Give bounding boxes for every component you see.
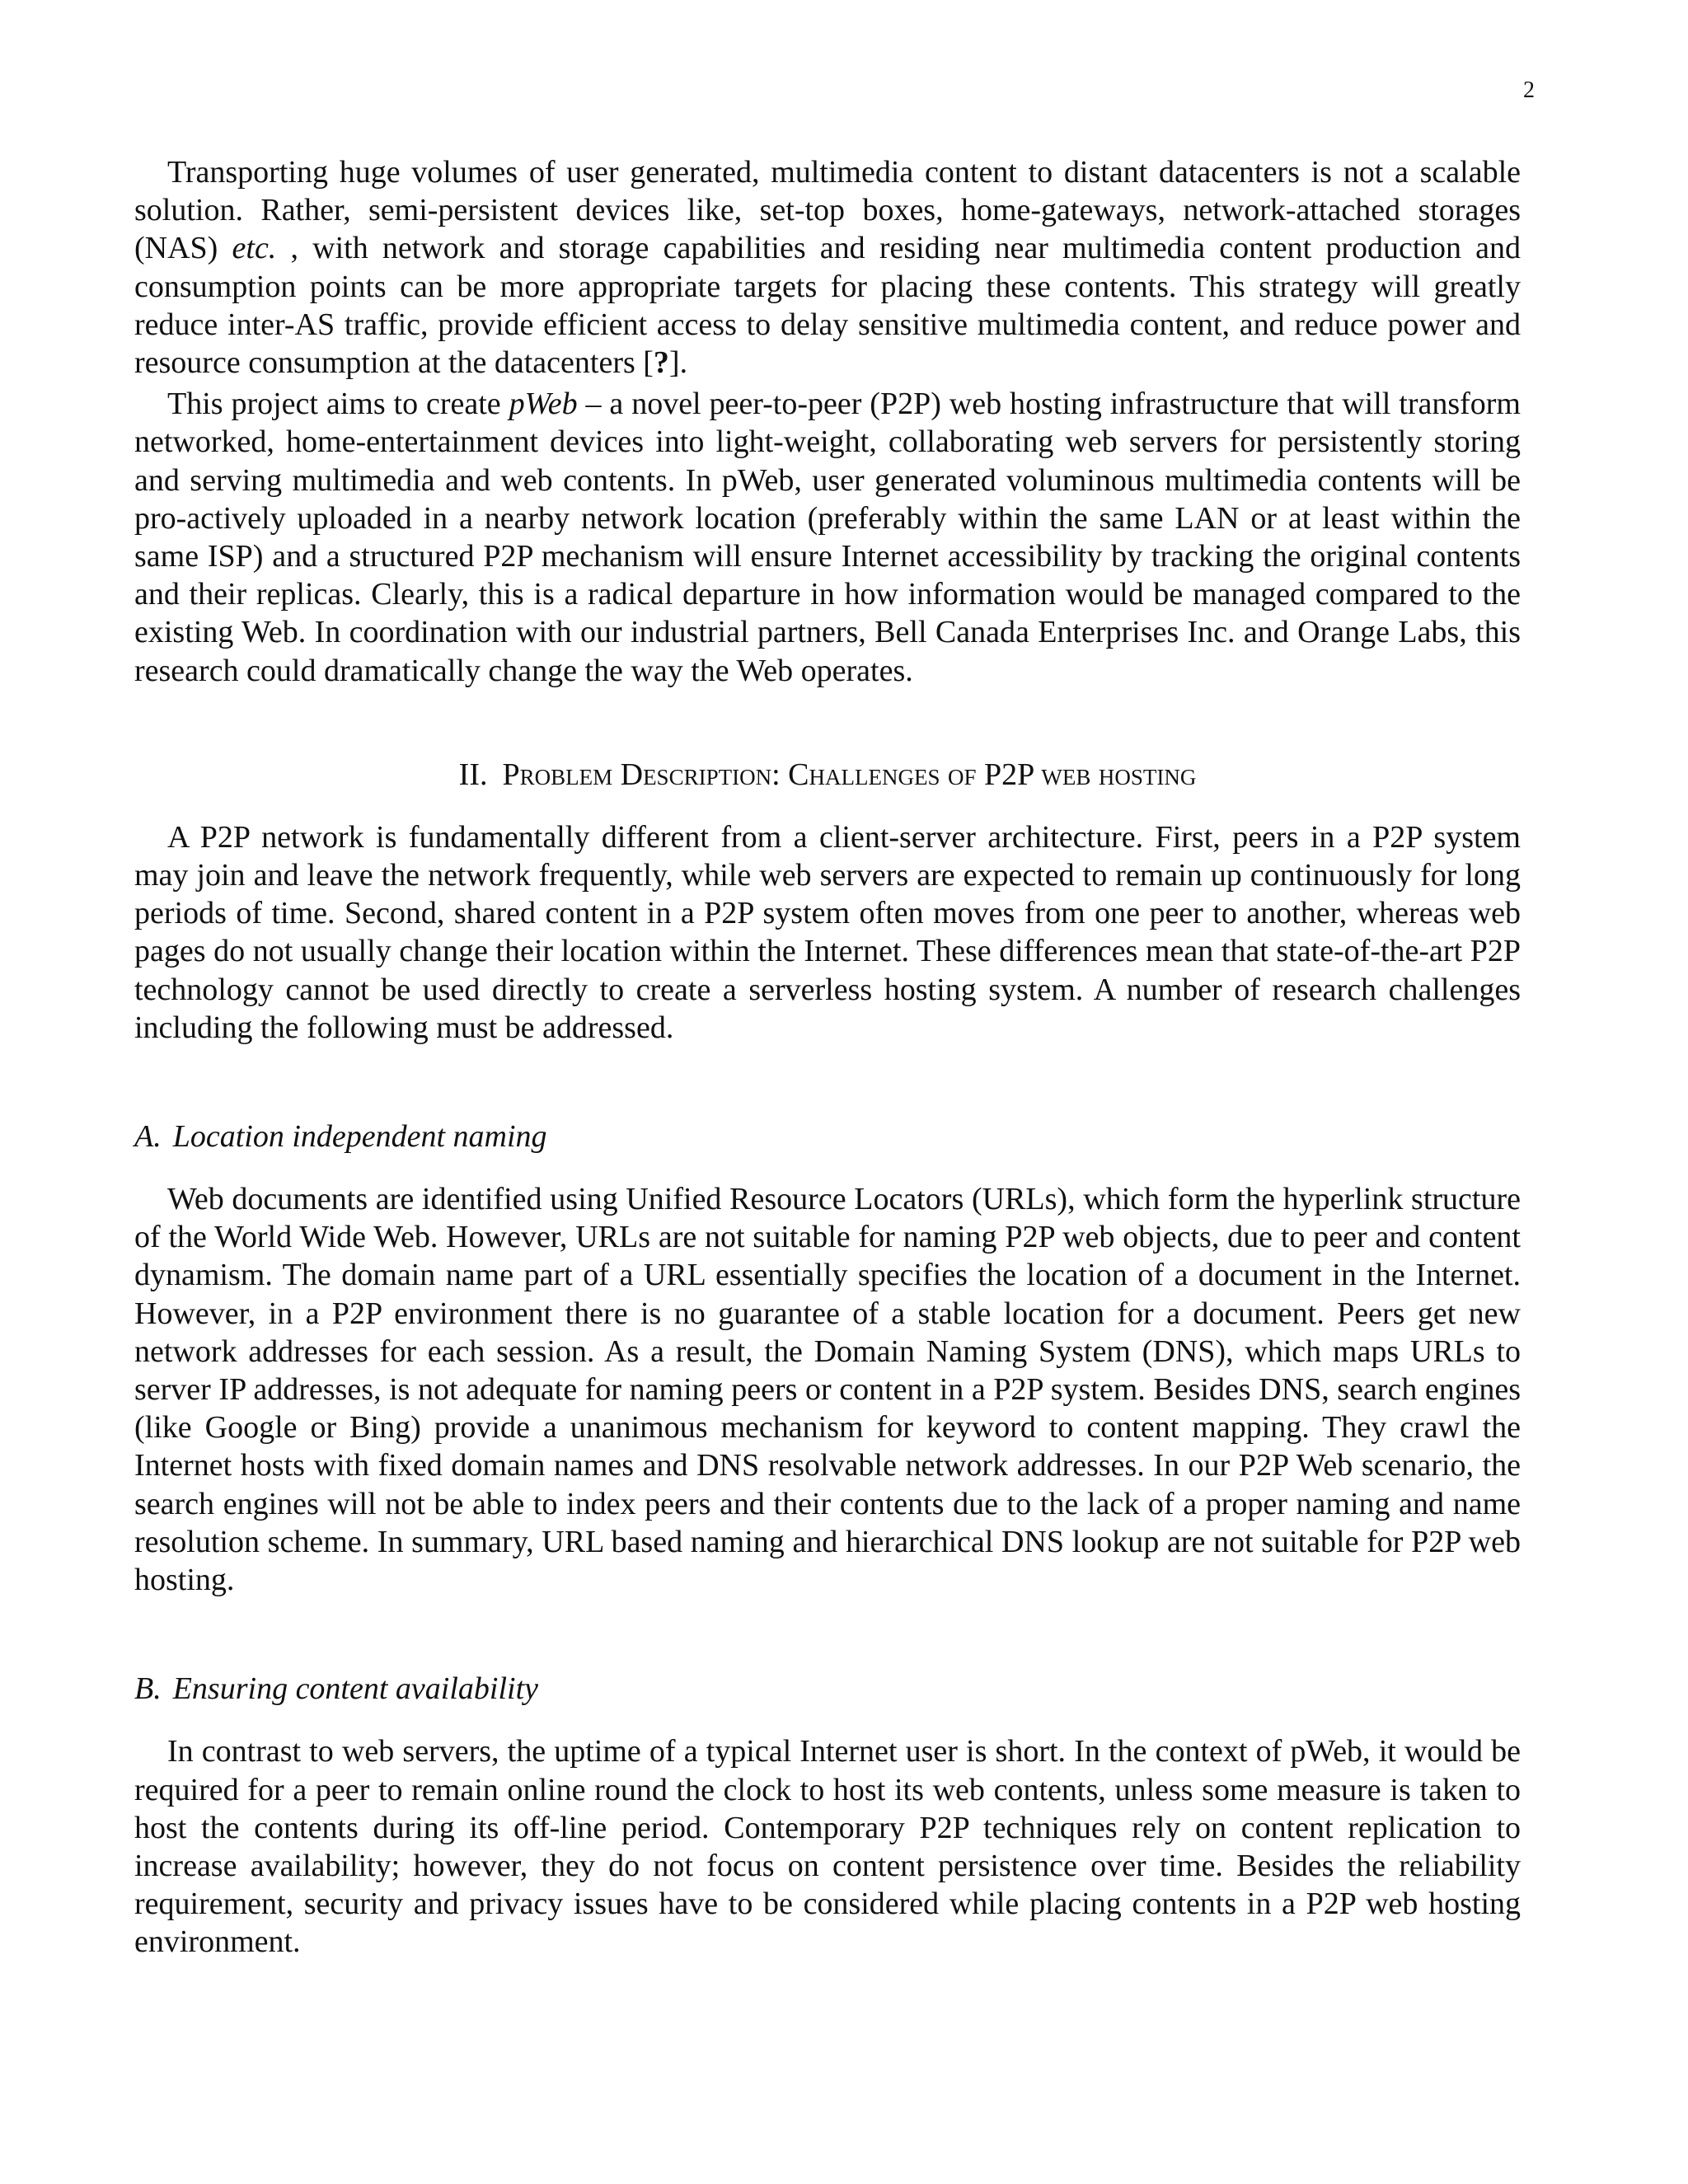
section-2-paragraph: A P2P network is fundamentally different from a client-server architecture. First, peers in a P2P system may join and leave the network frequently, while web servers are expected to remain up continuously for long periods of time. Second, shared content in a P2P system often moves from one peer to another, whereas web pages do not usually change their location within the Internet. These differences mean that state-of-the-art P2P technology cannot be used directly to create a serverless hosting system. A number of research challenges including the following must be addressed. [134, 819, 1521, 1045]
intro-p2-text-b: – a novel peer-to-peer (P2P) web hosting infrastructure that will transform networked, home-entertainment devices into light-weight, collaborating web servers for persistently storing and serving multimedia and web contents. In pWeb, user generated voluminous multimedia contents will be pro-actively uploaded in a nearby network location (preferably within the same LAN or at least within the same ISP) and a structured P2P mechanism will ensure Internet accessibility by tracking the original contents and their replicas. Clearly, this is a radical departure in how information would be managed compared to the existing Web. In coordination with our industrial partners, Bell Canada Enterprises Inc. and Orange Labs, this research could dramatically change the way the Web operates. [134, 387, 1521, 688]
subsection-a-heading [134, 1118, 1521, 1155]
intro-paragraph-2 [134, 385, 1521, 690]
page-body [134, 153, 1521, 1961]
intro-p1-text-a: Transporting huge volumes of user generated, multimedia content to distant datacenters is not a scalable solution. Rather, semi-persistent devices like, set-top boxes, home-gateways, network-attached storages (NAS) [134, 155, 1521, 266]
citation-ref[interactable]: ? [653, 345, 669, 381]
subsection-b-paragraph: In contrast to web servers, the uptime of a typical Internet user is short. In the context of pWeb, it would be required for a peer to remain online round the clock to host its web contents, unless some measure is taken to host the contents during its off-line period. Contemporary P2P techniques rely on content replication to increase availability; however, they do not focus on content persistence over time. Besides the reliability requirement, security and privacy issues have to be considered while placing contents in a P2P web hosting environment. [134, 1734, 1521, 1960]
subsection-a-paragraph: Web documents are identified using Unified Resource Locators (URLs), which form the hyperlink structure of the World Wide Web. However, URLs are not suitable for naming P2P web objects, due to peer and content dynamism. The domain name part of a URL essentially specifies the location of a document in the Internet. However, in a P2P environment there is no guarantee of a stable location for a document. Peers get new network addresses for each session. As a result, the Domain Naming System (DNS), which maps URLs to server IP addresses, is not adequate for naming peers or content in a P2P system. Besides DNS, search engines (like Google or Bing) provide a unanimous mechanism for keyword to content mapping. They crawl the Internet hosts with fixed domain names and DNS resolvable network addresses. In our P2P Web scenario, the search engines will not be able to index peers and their contents due to the lack of a proper naming and name resolution scheme. In summary, URL based naming and hierarchical DNS lookup are not suitable for P2P web hosting. [134, 1182, 1521, 1598]
intro-p1-etc: etc. [232, 231, 277, 266]
intro-p1-text-b: , with network and storage capabilities and residing near multimedia content production and consumption points can be more appropriate targets for placing these contents. This strategy will greatly reduce inter-AS traffic, provide efficient access to delay sensitive multimedia content, and reduce power and resource consumption at the datacenters [ [134, 231, 1521, 381]
section-2-heading [134, 756, 1521, 794]
intro-p2-text-a: This project aims to create [167, 387, 509, 422]
intro-paragraph-1 [134, 153, 1521, 382]
intro-p2-project-name: pWeb [509, 387, 578, 422]
subsection-a-title: Location independent naming [172, 1119, 547, 1155]
subsection-b-heading [134, 1670, 1521, 1708]
section-2-title: Problem Description: Challenges of P2P web hosting [502, 757, 1197, 792]
subsection-b-title: Ensuring content availability [172, 1671, 538, 1707]
page-number: 2 [1523, 77, 1535, 103]
subsection-b-label: B. [134, 1671, 162, 1707]
intro-p1-text-end: ]. [668, 345, 688, 381]
section-2-number: II. [458, 757, 488, 792]
subsection-a-label: A. [134, 1119, 162, 1155]
